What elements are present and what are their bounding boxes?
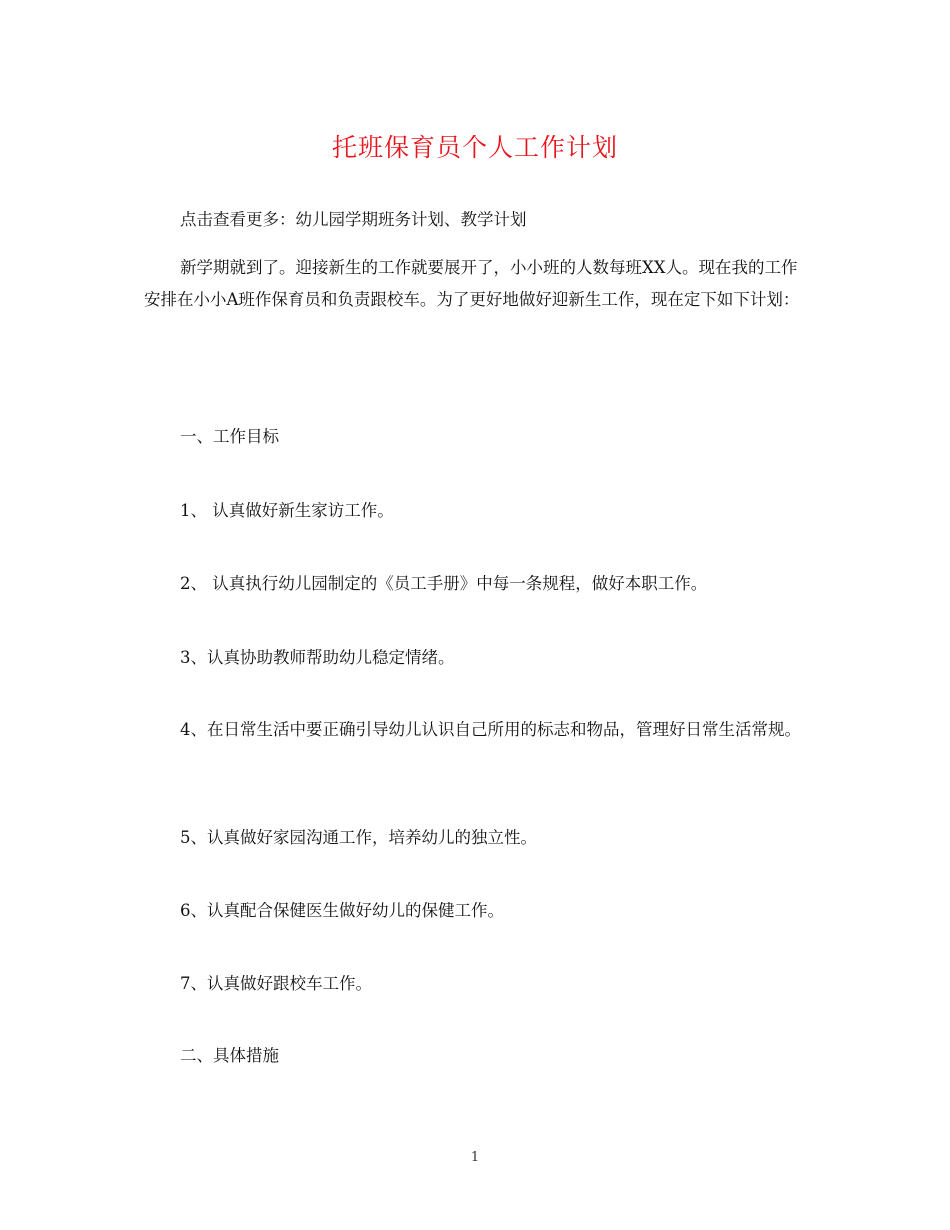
section-heading-measures: 二、具体措施 <box>180 1046 279 1065</box>
document-title: 托班保育员个人工作计划 <box>331 133 618 162</box>
list-item: 2、 认真执行幼儿园制定的《员工手册》中每一条规程，做好本职工作。 <box>180 574 708 593</box>
list-item: 1、 认真做好新生家访工作。 <box>180 501 394 520</box>
list-item: 3、认真协助教师帮助幼儿稳定情绪。 <box>180 648 455 667</box>
list-item: 6、认真配合保健医生做好幼儿的保健工作。 <box>180 901 504 920</box>
intro-paragraph: 新学期就到了。迎接新生的工作就要展开了，小小班的人数每班XX人。现在我的工作安排在小小A班作保育员和负责跟校车。为了更好地做好迎新生工作，现在定下如下计划： <box>144 258 800 309</box>
list-item: 5、认真做好家园沟通工作，培养幼儿的独立性。 <box>180 828 537 847</box>
list-item: 4、在日常生活中要正确引导幼儿认识自己所用的标志和物品，管理好日常生活常规。 <box>180 720 801 739</box>
more-link-text[interactable]: 点击查看更多：幼儿园学期班务计划、教学计划 <box>180 210 527 229</box>
section-heading-goals: 一、工作目标 <box>180 427 279 446</box>
list-item: 7、认真做好跟校车工作。 <box>180 974 372 993</box>
page-number: 1 <box>470 1150 480 1165</box>
